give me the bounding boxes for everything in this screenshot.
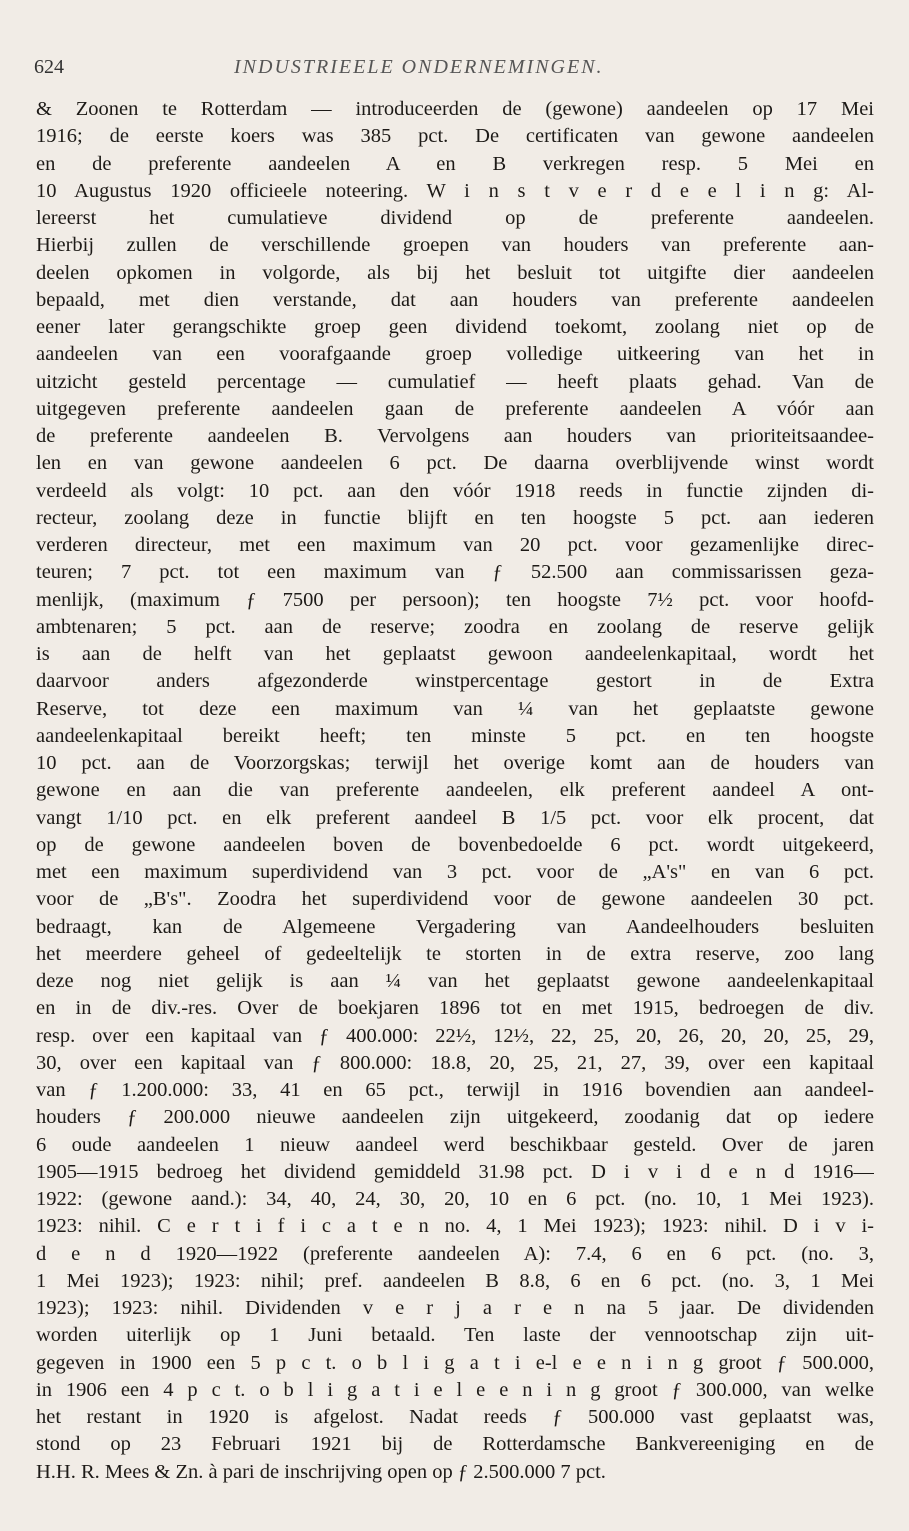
- text-line: de preferente aandeelen B. Vervolgens aan houders van prioriteitsaandee-: [36, 425, 874, 447]
- text-line: en de preferente aandeelen A en B verkregen resp. 5 Mei en: [36, 152, 874, 175]
- text-line: daarvoor anders afgezonderde winstpercentage gestort in de Extra: [36, 670, 874, 693]
- text-line: van ƒ 1.200.000: 33, 41 en 65 pct., terwijl in 1916 bovendien aan aandeel-: [36, 1079, 874, 1101]
- text-line: aandeelenkapitaal bereikt heeft; ten minste 5 pct. en ten hoogste: [36, 724, 874, 747]
- text-line: 1923); 1923: nihil. Dividenden v e r j a r e n na 5 jaar. De dividenden: [36, 1297, 874, 1319]
- text-line: is aan de helft van het geplaatst gewoon aandeelenkapitaal, wordt het: [36, 643, 874, 665]
- body-text: [36, 96, 874, 1486]
- text-line: het meerdere geheel of gedeeltelijk te storten in de extra reserve, zoo lang: [36, 942, 874, 965]
- text-line: houders ƒ 200.000 nieuwe aandeelen zijn uitgekeerd, zoodanig dat op iedere: [36, 1106, 874, 1129]
- running-head: INDUSTRIEELE ONDERNEMINGEN.: [234, 56, 604, 78]
- text-line: het restant in 1920 is afgelost. Nadat reeds ƒ 500.000 vast geplaatst was,: [36, 1406, 874, 1428]
- text-line: verdeeld als volgt: 10 pct. aan den vóór 1918 reeds in functie zijnden di-: [36, 479, 874, 502]
- text-line: en in de div.-res. Over de boekjaren 1896 tot en met 1915, bedroegen de div.: [36, 997, 874, 1020]
- text-line: 10 pct. aan de Voorzorgskas; terwijl het overige komt aan de houders van: [36, 752, 874, 774]
- text-line: lereerst het cumulatieve dividend op de preferente aandeelen.: [36, 207, 874, 229]
- text-line: resp. over een kapitaal van ƒ 400.000: 22½, 12½, 22, 25, 20, 26, 20, 20, 25, 29,: [36, 1024, 874, 1047]
- text-line: op de gewone aandeelen boven de bovenbedoelde 6 pct. wordt uitgekeerd,: [36, 833, 874, 856]
- text-line: met een maximum superdividend van 3 pct. voor de „A's" en van 6 pct.: [36, 861, 874, 883]
- text-line: 1922: (gewone aand.): 34, 40, 24, 30, 20, 10 en 6 pct. (no. 10, 1 Mei 1923).: [36, 1188, 874, 1210]
- text-line: & Zoonen te Rotterdam — introduceerden de (gewone) aandeelen op 17 Mei: [36, 98, 874, 120]
- text-line: 6 oude aandeelen 1 nieuw aandeel werd beschikbaar gesteld. Over de jaren: [36, 1133, 874, 1156]
- text-line: Hierbij zullen de verschillende groepen van houders van preferente aan-: [36, 234, 874, 257]
- text-line: 1916; de eerste koers was 385 pct. De certificaten van gewone aandeelen: [36, 125, 874, 148]
- text-line: stond op 23 Februari 1921 bij de Rotterdamsche Bankvereeniging en de: [36, 1433, 874, 1456]
- text-line: len en van gewone aandeelen 6 pct. De daarna overblijvende winst wordt: [36, 452, 874, 475]
- text-line: deelen opkomen in volgorde, als bij het besluit tot uitgifte dier aandeelen: [36, 261, 874, 284]
- text-line: in 1906 een 4 p c t. o b l i g a t i e l e e n i n g groot ƒ 300.000, van welke: [36, 1378, 874, 1401]
- text-line: menlijk, (maximum ƒ 7500 per persoon); ten hoogste 7½ pct. voor hoofd-: [36, 588, 874, 611]
- page-header: [34, 56, 875, 84]
- text-line: 1 Mei 1923); 1923: nihil; pref. aandeelen B 8.8, 6 en 6 pct. (no. 3, 1 Mei: [36, 1269, 874, 1292]
- text-line: voor de „B's". Zoodra het superdividend voor de gewone aandeelen 30 pct.: [36, 888, 874, 911]
- text-line: 10 Augustus 1920 officieele noteering. W i n s t v e r d e e l i n g: Al-: [36, 179, 874, 202]
- text-line: ambtenaren; 5 pct. aan de reserve; zoodra en zoolang de reserve gelijk: [36, 615, 874, 638]
- text-line: gegeven in 1900 een 5 p c t. o b l i g a t i e-l e e n i n g groot ƒ 500.000,: [36, 1351, 874, 1374]
- text-line: deze nog niet gelijk is aan ¼ van het geplaatst gewone aandeelenkapitaal: [36, 970, 874, 992]
- text-line: recteur, zoolang deze in functie blijft en ten hoogste 5 pct. aan iederen: [36, 506, 874, 529]
- text-line: uitgegeven preferente aandeelen gaan de preferente aandeelen A vóór aan: [36, 397, 874, 420]
- text-line: uitzicht gesteld percentage — cumulatief — heeft plaats gehad. Van de: [36, 370, 874, 393]
- text-line: aandeelen van een voorafgaande groep volledige uitkeering van het in: [36, 343, 874, 366]
- text-line: d e n d 1920—1922 (preferente aandeelen A): 7.4, 6 en 6 pct. (no. 3,: [36, 1242, 874, 1265]
- text-line: 1923: nihil. C e r t i f i c a t e n no. 4, 1 Mei 1923); 1923: nihil. D i v i-: [36, 1215, 874, 1238]
- text-line: bepaald, met dien verstande, dat aan houders van preferente aandeelen: [36, 288, 874, 311]
- text-line: eener later gerangschikte groep geen dividend toekomt, zoolang niet op de: [36, 316, 874, 338]
- page-number: 624: [34, 56, 64, 78]
- text-line: H.H. R. Mees & Zn. à pari de inschrijving open op ƒ 2.500.000 7 pct.: [36, 1460, 606, 1483]
- text-line: gewone en aan die van preferente aandeelen, elk preferent aandeel A ont-: [36, 779, 874, 802]
- text-line: bedraagt, kan de Algemeene Vergadering van Aandeelhouders besluiten: [36, 915, 874, 938]
- text-line: vangt 1/10 pct. en elk preferent aandeel B 1/5 pct. voor elk procent, dat: [36, 806, 874, 829]
- text-line: Reserve, tot deze een maximum van ¼ van het geplaatste gewone: [36, 697, 874, 720]
- text-line: 30, over een kapitaal van ƒ 800.000: 18.8, 20, 25, 21, 27, 39, over een kapitaal: [36, 1051, 874, 1074]
- text-line: verderen directeur, met een maximum van 20 pct. voor gezamenlijke direc-: [36, 534, 874, 556]
- text-line: teuren; 7 pct. tot een maximum van ƒ 52.500 aan commissarissen geza-: [36, 561, 874, 584]
- text-line: worden uiterlijk op 1 Juni betaald. Ten laste der vennootschap zijn uit-: [36, 1324, 874, 1347]
- text-line: 1905—1915 bedroeg het dividend gemiddeld 31.98 pct. D i v i d e n d 1916—: [36, 1160, 874, 1183]
